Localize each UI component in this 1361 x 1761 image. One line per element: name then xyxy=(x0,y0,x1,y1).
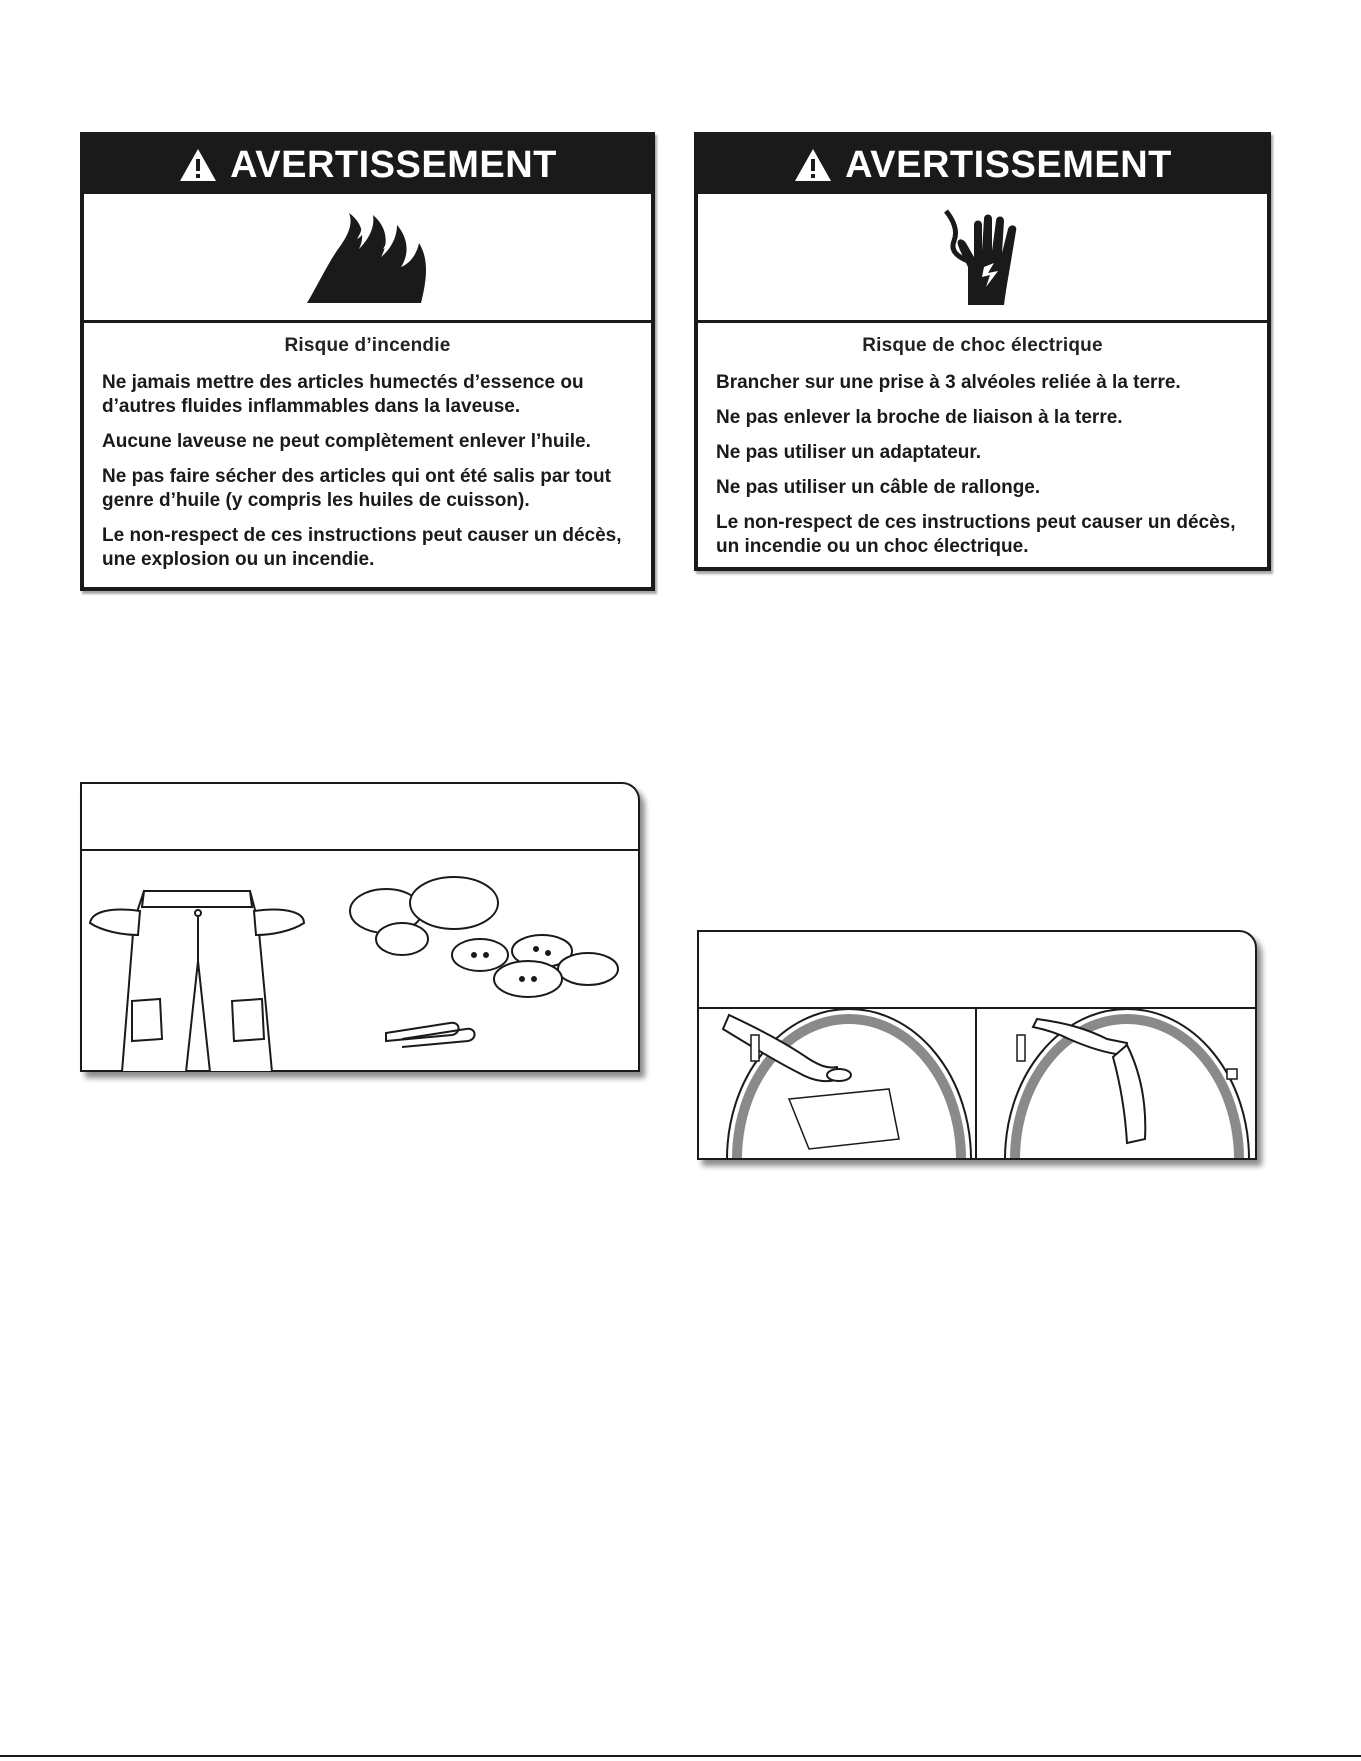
hazard-icon-row xyxy=(84,194,651,323)
risk-line: Ne pas enlever la broche de liaison à la terre. xyxy=(716,407,1123,428)
warning-title: AVERTISSEMENT xyxy=(845,143,1172,186)
risk-line: Ne pas faire sécher des articles qui ont été salis par tout genre d’huile (y compris les huiles de cuisson). xyxy=(102,466,611,511)
risk-line: Le non-respect de ces instructions peut causer un décès, une explosion ou un incendie. xyxy=(102,525,622,570)
hazard-icon-row xyxy=(698,194,1267,323)
electric-shock-hazard-icon xyxy=(928,207,1038,307)
safety-pins-icon xyxy=(386,1023,475,1047)
warning-title: AVERTISSEMENT xyxy=(230,143,557,186)
warning-triangle-icon xyxy=(793,147,833,183)
pocket-items-illustration xyxy=(80,782,640,1072)
gasket-panel-right xyxy=(977,1009,1255,1158)
warning-body xyxy=(84,323,651,593)
empty-pockets-pants-icon xyxy=(90,891,304,1072)
warning-box-fire xyxy=(80,132,655,591)
risk-title: Risque d’incendie xyxy=(284,335,451,356)
washer-door-opening-icon xyxy=(699,1009,975,1158)
warning-body xyxy=(698,323,1267,580)
illustration-header xyxy=(699,932,1255,1009)
warning-header xyxy=(84,136,651,194)
washer-door-opening-icon xyxy=(977,1009,1255,1158)
risk-line: Ne pas utiliser un câble de rallonge. xyxy=(716,477,1041,498)
illustration-header xyxy=(82,784,638,851)
warning-header xyxy=(698,136,1267,194)
pocket-items-drawing xyxy=(82,851,638,1072)
washer-gasket-illustration xyxy=(697,930,1257,1160)
risk-line: Ne pas utiliser un adaptateur. xyxy=(716,442,982,463)
risk-line: Brancher sur une prise à 3 alvéoles reliée à la terre. xyxy=(716,372,1181,393)
risk-line: Le non-respect de ces instructions peut causer un décès, un incendie ou un choc électrique. xyxy=(716,512,1236,557)
risk-title: Risque de choc électrique xyxy=(862,335,1103,356)
gasket-panel-left xyxy=(699,1009,977,1158)
fire-hazard-icon xyxy=(303,209,433,305)
warning-box-electric xyxy=(694,132,1271,571)
buttons-icon xyxy=(452,935,618,997)
warning-triangle-icon xyxy=(178,147,218,183)
risk-line: Ne jamais mettre des articles humectés d’essence ou d’autres fluides inflammables dans la laveuse. xyxy=(102,372,584,417)
page-footer-rule xyxy=(0,1755,1361,1757)
risk-line: Aucune laveuse ne peut complètement enlever l’huile. xyxy=(102,431,591,452)
